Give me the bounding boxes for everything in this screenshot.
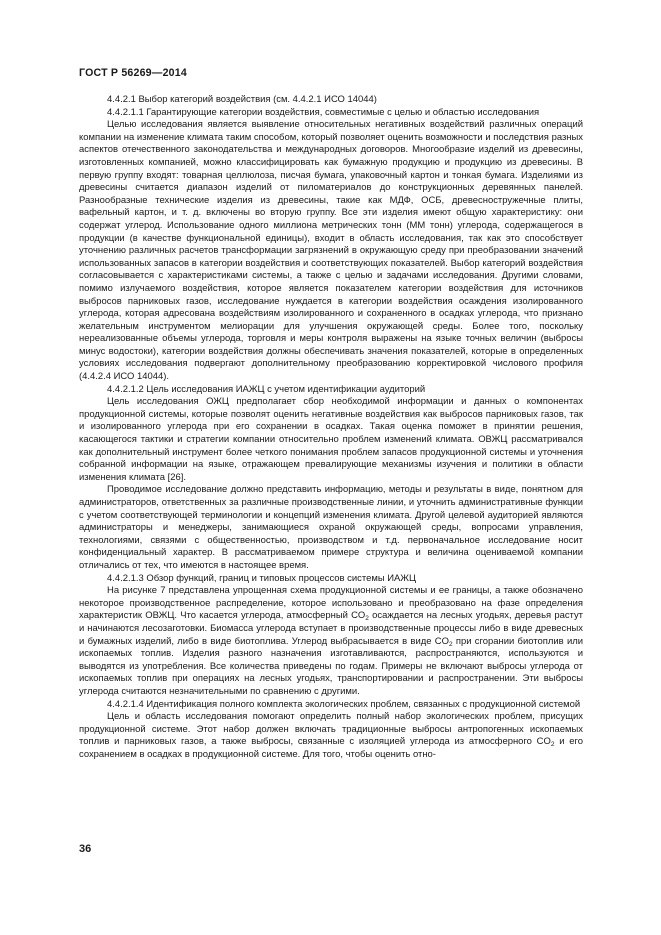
section-heading: 4.4.2.1.4 Идентификация полного комплекта экологических проблем, связанных с продукционной системой <box>107 698 581 710</box>
subscript: 2 <box>365 615 369 623</box>
document-header: ГОСТ Р 56269—2014 <box>79 67 187 79</box>
paragraph: Цель исследования ОЖЦ предполагает сбор необходимой информации и данных о компонентах продукционной системы, которые позволят оценить негативные воздействия как выбросов парниковых газов, так и изолированного углерода при его сохранении в осадках. Такая оценка поможет в принятии решения, касающегося тактики и стратегии компании относительно проблем изменений климата. ОВЖЦ рассматривался как дополнительный инструмент более четкого понимания проблем запасов продукционной системы и уточнения собранной информации на языке, отражающем превалирующие механизмы изучения и политики в области изменения климата [26]. <box>79 396 583 483</box>
subscript: 2 <box>550 741 555 749</box>
paragraph: Целью исследования является выявление относительных негативных воздействий различных операций компании на изменение климата таким способом, который позволяет оценить возможности и последствия разных аспектов отечественного законодательства и международных договоров. Многообразие изделий из древесины, изготовленных компанией, можно классифицировать как бумажную продукцию и продукцию из древесины. В первую группу входят: товарная целлюлоза, писчая бумага, упаковочный картон и тонкая бумага. Изделиями из древесины считается диапазон изделий от пиломатериалов до конструкционных деревянных панелей. Разнообразные технические изделия из древесины, такие как МДФ, ОСБ, древесностружечные плиты, вафельный картон, и т. д. включены во вторую группу. Все эти изделия имеют общую характеристику: они содержат углерод. Использование одного миллиона метрических тонн (ММ тонн) углерода, содержащегося в продукции (в качестве функциональной единицы), входит в область исследования, так как это способствует уточнению различных расчетов трансформации загрязнений в окружающую среду при преобразовании значений использованных запасов в категории воздействия и соответствующих показателей. Выбор категорий воздействия согласовывается с характеристиками системы, а также с целью и задачами исследования. Другими словами, помимо излучаемого воздействия, которое является показателем категории воздействия для источников выбросов парниковых газов, исследование нуждается в категории воздействия осаждения изолированного углерода, которая адресована воздействиям изолированного и сохраненного в осадках углерода, что признано желательным инструментом мелиорации для улучшения окружающей среды. Более того, поскольку нереализованные объемы углерода, торговля и меры контроля выражены на языке точных величин (выбросы минус водостоки), категории воздействия должны обеспечивать значения показателей, которые в определенных условиях исследования подвергают дополнительному преобразованию корректировкой числового профиля (4.4.2.4 ИСО 14044). <box>79 119 583 383</box>
document-body <box>79 94 583 761</box>
paragraph <box>79 585 583 698</box>
section-heading: 4.4.2.1.2 Цель исследования ИАЖЦ с учетом идентификации аудиторий <box>107 383 426 395</box>
paragraph-text: На рисунке 7 представлена упрощенная схема продукционной системы и ее границы, а также обозначено некоторое производственное распределение, которое использовано и преобразовано на фазе определения характеристик ОВЖЦ. Что касается углерода, атмосферный CO <box>79 585 583 622</box>
paragraph: Проводимое исследование должно представить информацию, методы и результаты в виде, понятном для администраторов, ответственных за различные производственные линии, и уточнить административные функции с учетом соответствующей терминологии и концепций изменения климата. Другой целевой аудиторией являются администраторы и менеджеры, занимающиеся охраной окружающей среды, вопросами управления, технологиями, связями с общественностью, производством и т.д. первоначальное исследование носит конфиденциальный характер. В рассматриваемом примере структура и величина оцениваемой компании отличались от тех, что имеются в настоящее время. <box>79 484 583 571</box>
page-number: 36 <box>79 843 92 855</box>
paragraph-text: осаждается на лесных угодьях, деревья растут и начинаются лесозаготовки. Биомасса углерода вступает в производственные процессы либо в виде древесных и бумажных изделий, либо в виде биотоплива. Углерод выбрасывается в виде CO <box>79 610 584 647</box>
paragraph-text: Цель и область исследования помогают определить полный набор экологических проблем, присущих продукционной системе. Этот набор должен включать традиционные выбросы антропогенных ископаемых топлив и парниковых газов, а также выбросы, связанные с изоляцией углерода из атмосферного CO <box>79 711 583 748</box>
paragraph <box>79 711 583 761</box>
section-heading: 4.4.2.1.3 Обзор функций, границ и типовых процессов системы ИАЖЦ <box>107 572 417 584</box>
paragraph-text: и его сохранением в осадках в продукционной системе. Для того, чтобы оценить отно- <box>79 736 583 760</box>
section-heading: 4.4.2.1.1 Гарантирующие категории воздействия, совместимые с целью и областью исследования <box>107 106 540 118</box>
section-heading: 4.4.2.1 Выбор категорий воздействия (см. 4.4.2.1 ИСО 14044) <box>107 94 377 105</box>
subscript: 2 <box>448 640 453 648</box>
paragraph-text: при сгорании биотоплив или ископаемых топлив. Изделия разного назначения изготавливаются, распространяются, используются и выводятся из употребления. Все количества приведены по годам. Примеры не включают выбросы углерода от ископаемых топлив при операциях на лесных угодьях, транспортировании и распространении. Эти выбросы углерода считаются незначительными по сравнению с другими. <box>79 635 583 697</box>
